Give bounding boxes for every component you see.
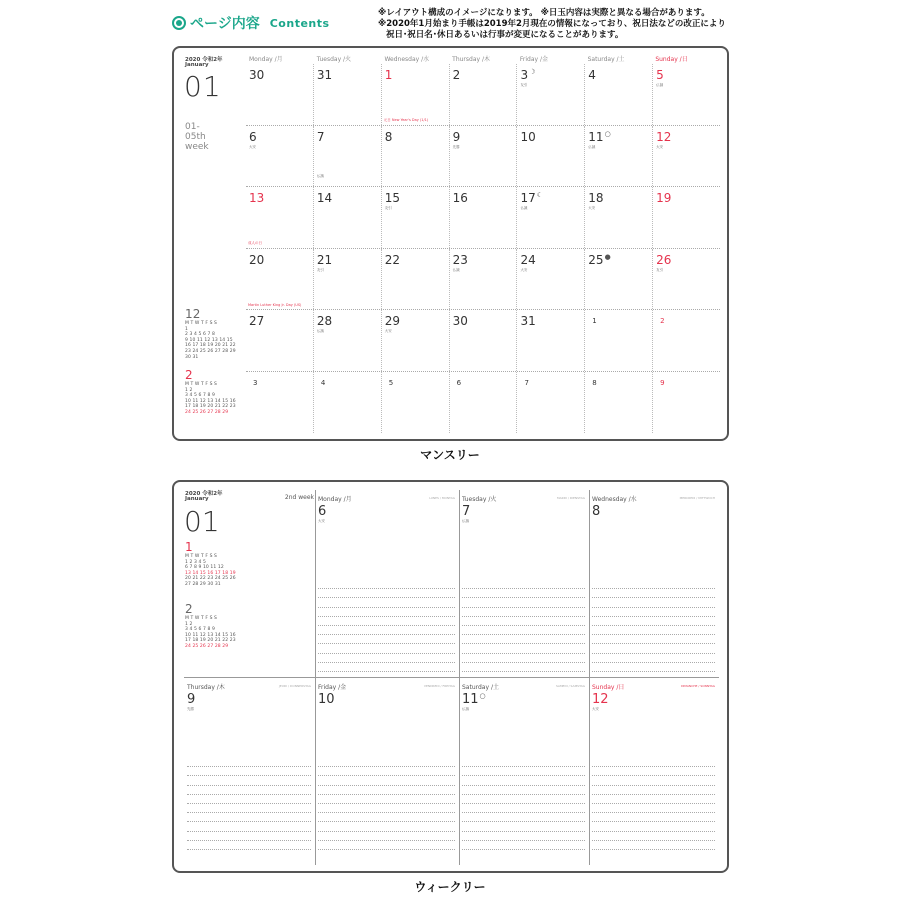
ruled-line bbox=[462, 654, 585, 663]
rokuyo-label: 大安 bbox=[520, 267, 528, 272]
day-number: 10 bbox=[318, 692, 335, 707]
day-cell[interactable] bbox=[382, 249, 450, 310]
day-cell[interactable] bbox=[246, 64, 314, 125]
day-column[interactable] bbox=[184, 678, 315, 863]
day-foreign-label: MERCREDI / MITTWOCH bbox=[679, 496, 715, 500]
day-number: 21 bbox=[316, 252, 333, 267]
weekday-label: Monday /月 bbox=[249, 56, 283, 63]
ruled-line bbox=[462, 663, 585, 672]
day-cell[interactable] bbox=[314, 64, 382, 125]
day-number: 8 bbox=[592, 378, 597, 387]
weekday-label: Sunday /日 bbox=[655, 56, 688, 63]
day-cell[interactable] bbox=[517, 64, 585, 125]
day-number: 1 bbox=[592, 317, 597, 325]
note-line-2: ※2020年1月始まり手帳は2019年2月現在の情報になっており、祝日法などの改正により bbox=[378, 19, 726, 29]
weekday-label: Wednesday /水 bbox=[384, 56, 430, 63]
day-cell[interactable] bbox=[653, 310, 720, 371]
day-cell[interactable] bbox=[314, 310, 382, 371]
ruled-line bbox=[462, 635, 585, 644]
day-number: 9 bbox=[452, 129, 461, 144]
day-cell[interactable] bbox=[382, 310, 450, 371]
ruled-line bbox=[462, 617, 585, 626]
ruled-line bbox=[592, 813, 715, 822]
year-label: 2020 令和2年 bbox=[185, 57, 223, 63]
day-number: 15 bbox=[384, 191, 400, 205]
rokuyo-label: 仏滅 bbox=[588, 144, 596, 149]
day-column[interactable] bbox=[459, 678, 589, 863]
ruled-line bbox=[462, 776, 585, 785]
ruled-line bbox=[462, 589, 585, 598]
writing-lines[interactable] bbox=[592, 758, 715, 850]
ruled-line bbox=[592, 580, 715, 589]
week-row bbox=[246, 249, 720, 311]
ruled-line bbox=[318, 580, 455, 589]
ruled-line bbox=[592, 626, 715, 635]
ruled-line bbox=[592, 767, 715, 776]
month-number: 01 bbox=[184, 505, 220, 538]
ruled-line bbox=[462, 626, 585, 635]
day-column[interactable] bbox=[315, 678, 459, 863]
day-number: 22 bbox=[384, 252, 400, 267]
day-number: 14 bbox=[316, 191, 333, 205]
rokuyo-label: 仏滅 bbox=[462, 519, 469, 523]
rokuyo-label: 仏滅 bbox=[452, 267, 460, 272]
week-row bbox=[246, 310, 720, 372]
day-cell[interactable] bbox=[653, 64, 720, 125]
ruled-line bbox=[187, 813, 311, 822]
ruled-line bbox=[462, 580, 585, 589]
ruled-line bbox=[592, 617, 715, 626]
monthly-grid bbox=[246, 54, 720, 433]
ruled-line bbox=[462, 841, 585, 850]
ruled-line bbox=[462, 598, 585, 607]
ruled-line bbox=[592, 832, 715, 841]
day-cell[interactable] bbox=[517, 372, 585, 434]
writing-lines[interactable] bbox=[462, 580, 585, 672]
weekday-label: Saturday /土 bbox=[587, 56, 625, 63]
week-row bbox=[246, 64, 720, 126]
day-number: 23 bbox=[452, 252, 468, 267]
rokuyo-label: 大安 bbox=[588, 206, 596, 210]
day-number: 9 bbox=[660, 378, 665, 387]
rokuyo-label: 仏滅 bbox=[520, 206, 528, 210]
weekly-side-panel bbox=[174, 482, 314, 677]
ruled-line bbox=[462, 644, 585, 653]
weekday-label: Tuesday /火 bbox=[316, 56, 352, 63]
day-number: 18 bbox=[588, 191, 604, 205]
day-number: 11○ bbox=[588, 129, 611, 144]
day-cell[interactable] bbox=[450, 310, 518, 371]
day-number: 8 bbox=[592, 504, 601, 519]
day-cell[interactable] bbox=[585, 310, 653, 371]
moon-phase-icon: ○ bbox=[479, 692, 486, 700]
rokuyo-label: 大安 bbox=[249, 144, 256, 149]
day-cell[interactable] bbox=[314, 372, 382, 434]
day-column[interactable] bbox=[459, 490, 589, 675]
rokuyo-label: 友引 bbox=[520, 83, 528, 87]
day-number: 13 bbox=[249, 191, 265, 205]
ruled-line bbox=[462, 813, 585, 822]
day-foreign-label: DIMANCHE / SONNTAG bbox=[681, 684, 715, 688]
month-number: 01 bbox=[184, 70, 222, 103]
day-foreign-label: VENDREDI / FREITAG bbox=[423, 684, 455, 688]
ruled-line bbox=[592, 776, 715, 785]
day-cell[interactable] bbox=[450, 126, 518, 187]
ruled-line bbox=[187, 767, 311, 776]
ruled-line bbox=[318, 776, 455, 785]
heading-en: Contents bbox=[269, 16, 330, 30]
day-foreign-label: LUNES / MONTAG bbox=[429, 496, 455, 500]
ruled-line bbox=[318, 822, 455, 831]
holiday-label: 元日 New Year's Day (1/1) bbox=[383, 117, 429, 122]
double-circle-icon bbox=[172, 16, 186, 30]
year-label: 2020 令和2年 bbox=[185, 491, 223, 497]
day-cell[interactable] bbox=[585, 372, 653, 434]
ruled-line bbox=[592, 644, 715, 653]
day-foreign-label: SAMEDI / SAMSTAG bbox=[555, 684, 585, 688]
ruled-line bbox=[318, 804, 455, 813]
day-cell[interactable] bbox=[450, 249, 518, 310]
day-cell[interactable] bbox=[450, 187, 518, 248]
day-number: 30 bbox=[452, 314, 468, 328]
ruled-line bbox=[318, 786, 455, 795]
day-number: 5 bbox=[656, 68, 664, 82]
day-cell[interactable] bbox=[450, 372, 518, 434]
day-foreign-label: MARDI / DIENSTAG bbox=[556, 496, 585, 500]
ruled-line bbox=[318, 654, 455, 663]
day-foreign-label: JEUDI / DONNERSTAG bbox=[278, 684, 311, 688]
day-number: 7 bbox=[316, 129, 325, 144]
rokuyo-label: 大安 bbox=[384, 329, 392, 333]
day-cell[interactable] bbox=[314, 249, 382, 310]
day-cell[interactable] bbox=[585, 64, 653, 125]
day-number: 2 bbox=[660, 317, 665, 325]
day-number: 3☽ bbox=[520, 68, 536, 82]
day-cell[interactable] bbox=[653, 187, 720, 248]
day-cell[interactable] bbox=[585, 249, 653, 310]
day-cell[interactable] bbox=[517, 187, 585, 248]
ruled-line bbox=[592, 654, 715, 663]
section-heading bbox=[172, 13, 330, 33]
ruled-line bbox=[592, 598, 715, 607]
ruled-line bbox=[462, 795, 585, 804]
rokuyo-label: 友引 bbox=[384, 206, 392, 210]
week-label: 2nd week bbox=[284, 494, 314, 501]
rokuyo-label: 仏滅 bbox=[656, 83, 664, 87]
day-cell[interactable] bbox=[382, 372, 450, 434]
ruled-line bbox=[462, 758, 585, 767]
moon-phase-icon: ○ bbox=[604, 129, 611, 138]
month-name: January bbox=[185, 62, 209, 68]
day-cell[interactable] bbox=[450, 64, 518, 125]
ruled-line bbox=[592, 841, 715, 850]
day-number: 7 bbox=[462, 504, 471, 519]
ruled-line bbox=[592, 822, 715, 831]
writing-lines[interactable] bbox=[187, 758, 311, 850]
ruled-line bbox=[318, 635, 455, 644]
day-number: 6 bbox=[249, 129, 257, 144]
ruled-line bbox=[592, 635, 715, 644]
ruled-line bbox=[318, 767, 455, 776]
note-line-1: ※レイアウト構成のイメージになります。 ※日玉内容は実際と異なる場合があります。 bbox=[378, 8, 710, 18]
ruled-line bbox=[187, 822, 311, 831]
day-number: 2 bbox=[452, 68, 461, 82]
rokuyo-label: 大安 bbox=[656, 144, 664, 149]
ruled-line bbox=[318, 813, 455, 822]
day-cell[interactable] bbox=[314, 187, 382, 248]
notes bbox=[378, 8, 726, 41]
ruled-line bbox=[318, 758, 455, 767]
holiday-label: Martin Luther King Jr. Day (US) bbox=[248, 303, 302, 307]
rokuyo-label: 先勝 bbox=[452, 144, 460, 149]
day-number: 12 bbox=[592, 692, 609, 707]
ruled-line bbox=[187, 776, 311, 785]
day-number: 31 bbox=[520, 314, 536, 328]
ruled-line bbox=[592, 786, 715, 795]
ruled-line bbox=[592, 804, 715, 813]
day-number: 20 bbox=[249, 252, 265, 267]
heading-jp: ページ内容 bbox=[190, 16, 260, 32]
day-cell[interactable] bbox=[517, 126, 585, 187]
day-number: 28 bbox=[316, 314, 333, 328]
day-number: 31 bbox=[316, 68, 333, 82]
mini-calendar-january: 1 M T W T F S S 1 2 3 4 5 6 7 8 9 10 11 12 13 14 15 16 17 18 19 20 21 22 23 24 25 26 27 28 29 30 31 bbox=[185, 540, 236, 587]
ruled-line bbox=[592, 758, 715, 767]
day-column[interactable] bbox=[589, 678, 719, 863]
ruled-line bbox=[318, 795, 455, 804]
day-number: 3 bbox=[253, 378, 258, 387]
ruled-line bbox=[462, 804, 585, 813]
day-header: Friday /金 bbox=[318, 684, 347, 691]
writing-lines[interactable] bbox=[462, 758, 585, 850]
ruled-line bbox=[592, 608, 715, 617]
day-cell[interactable] bbox=[246, 310, 314, 371]
day-header: Sunday /日 bbox=[592, 684, 625, 691]
ruled-line bbox=[462, 832, 585, 841]
day-number: 5 bbox=[388, 378, 394, 387]
day-number: 6 bbox=[456, 378, 462, 387]
day-cell[interactable] bbox=[585, 126, 653, 187]
writing-lines[interactable] bbox=[318, 580, 455, 672]
monthly-caption: マンスリー bbox=[420, 448, 480, 462]
ruled-line bbox=[318, 663, 455, 672]
monthly-page bbox=[172, 46, 729, 441]
ruled-line bbox=[318, 608, 455, 617]
day-cell[interactable] bbox=[314, 126, 382, 187]
day-cell[interactable] bbox=[246, 372, 314, 434]
day-header: Monday /月 bbox=[318, 496, 352, 503]
ruled-line bbox=[462, 608, 585, 617]
rokuyo-label: 仏滅 bbox=[462, 707, 469, 711]
day-cell[interactable] bbox=[517, 249, 585, 310]
writing-lines[interactable] bbox=[592, 580, 715, 672]
day-number: 7 bbox=[524, 378, 529, 387]
day-cell[interactable] bbox=[382, 64, 450, 125]
day-number: 8 bbox=[384, 129, 393, 144]
ruled-line bbox=[318, 598, 455, 607]
day-number: 29 bbox=[384, 314, 400, 328]
day-cell[interactable] bbox=[585, 187, 653, 248]
row-divider bbox=[184, 677, 719, 678]
ruled-line bbox=[187, 804, 311, 813]
day-number: 10 bbox=[520, 129, 536, 144]
moon-phase-icon: ● bbox=[604, 252, 611, 261]
ruled-line bbox=[187, 786, 311, 795]
ruled-line bbox=[462, 786, 585, 795]
day-header: Wednesday /水 bbox=[592, 496, 637, 503]
day-number: 6 bbox=[318, 504, 327, 519]
mini-calendar-december: 12 M T W T F S S 1 2 3 4 5 6 7 8 9 10 11 12 13 14 15 16 17 18 19 20 21 22 23 24 25 26 27 28 29 30 31 bbox=[185, 307, 236, 360]
day-column[interactable] bbox=[315, 490, 459, 675]
ruled-line bbox=[592, 589, 715, 598]
ruled-line bbox=[318, 841, 455, 850]
day-cell[interactable] bbox=[382, 126, 450, 187]
day-number: 12 bbox=[656, 129, 672, 144]
rokuyo-label: 大安 bbox=[318, 519, 325, 523]
day-number: 24 bbox=[520, 252, 536, 267]
day-number: 16 bbox=[452, 191, 468, 205]
day-number: 4 bbox=[588, 68, 596, 82]
rokuyo-label: 仏滅 bbox=[316, 173, 324, 178]
monthly-side-panel bbox=[174, 48, 244, 439]
ruled-line bbox=[187, 795, 311, 804]
ruled-line bbox=[318, 626, 455, 635]
mini-calendar-february: 2 M T W T F S S 1 2 3 4 5 6 7 8 9 10 11 12 13 14 15 16 17 18 19 20 21 22 23 24 25 26 27 28 29 bbox=[185, 368, 236, 415]
day-cell[interactable] bbox=[382, 187, 450, 248]
day-cell[interactable] bbox=[246, 249, 314, 310]
day-cell[interactable] bbox=[517, 310, 585, 371]
mini-calendar-february: 2 M T W T F S S 1 2 3 4 5 6 7 8 9 10 11 12 13 14 15 16 17 18 19 20 21 22 23 24 25 26 27 28 29 bbox=[185, 602, 236, 649]
day-cell[interactable] bbox=[246, 187, 314, 248]
note-line-3: 祝日･祝日名･休日あるいは行事が変更になることがあります。 bbox=[386, 30, 624, 40]
day-number: 4 bbox=[320, 378, 326, 387]
ruled-line bbox=[462, 822, 585, 831]
day-cell[interactable] bbox=[246, 126, 314, 187]
rokuyo-label: 仏滅 bbox=[316, 329, 324, 333]
day-number: 30 bbox=[249, 68, 265, 82]
week-row bbox=[246, 126, 720, 188]
ruled-line bbox=[187, 841, 311, 850]
day-number: 9 bbox=[187, 692, 196, 707]
rokuyo-label: 先勝 bbox=[187, 707, 194, 711]
holiday-label: 成人の日 bbox=[248, 240, 262, 245]
ruled-line bbox=[187, 832, 311, 841]
week-row bbox=[246, 372, 720, 434]
day-header: Saturday /土 bbox=[462, 684, 499, 691]
day-number: 19 bbox=[656, 191, 672, 205]
weekday-header bbox=[246, 54, 720, 64]
ruled-line bbox=[318, 832, 455, 841]
weekday-label: Thursday /木 bbox=[452, 56, 490, 63]
moon-phase-icon: ☾ bbox=[536, 191, 543, 199]
day-header: Thursday /木 bbox=[187, 684, 225, 691]
day-cell[interactable] bbox=[653, 372, 720, 434]
weekly-caption: ウィークリー bbox=[414, 880, 486, 894]
day-number: 17☾ bbox=[520, 191, 543, 205]
rokuyo-label: 友引 bbox=[656, 267, 664, 272]
month-name: January bbox=[185, 496, 209, 502]
moon-phase-icon: ☽ bbox=[529, 68, 536, 76]
ruled-line bbox=[592, 795, 715, 804]
day-number: 27 bbox=[249, 314, 265, 328]
ruled-line bbox=[318, 589, 455, 598]
rokuyo-label: 大安 bbox=[592, 707, 599, 711]
ruled-line bbox=[318, 644, 455, 653]
ruled-line bbox=[592, 663, 715, 672]
day-number: 26 bbox=[656, 252, 672, 267]
day-column[interactable] bbox=[589, 490, 719, 675]
rokuyo-label: 友引 bbox=[316, 267, 324, 272]
writing-lines[interactable] bbox=[318, 758, 455, 850]
day-cell[interactable] bbox=[653, 249, 720, 310]
day-cell[interactable] bbox=[653, 126, 720, 187]
weekday-label: Friday /金 bbox=[519, 56, 548, 63]
day-header: Tuesday /火 bbox=[462, 496, 497, 503]
week-row bbox=[246, 187, 720, 249]
ruled-line bbox=[318, 617, 455, 626]
weekly-page bbox=[172, 480, 729, 873]
day-number: 1 bbox=[384, 68, 393, 82]
week-range: 01- 05th week bbox=[185, 122, 209, 152]
ruled-line bbox=[462, 767, 585, 776]
day-number: 11○ bbox=[462, 692, 486, 707]
ruled-line bbox=[187, 758, 311, 767]
day-number: 25● bbox=[588, 252, 611, 267]
